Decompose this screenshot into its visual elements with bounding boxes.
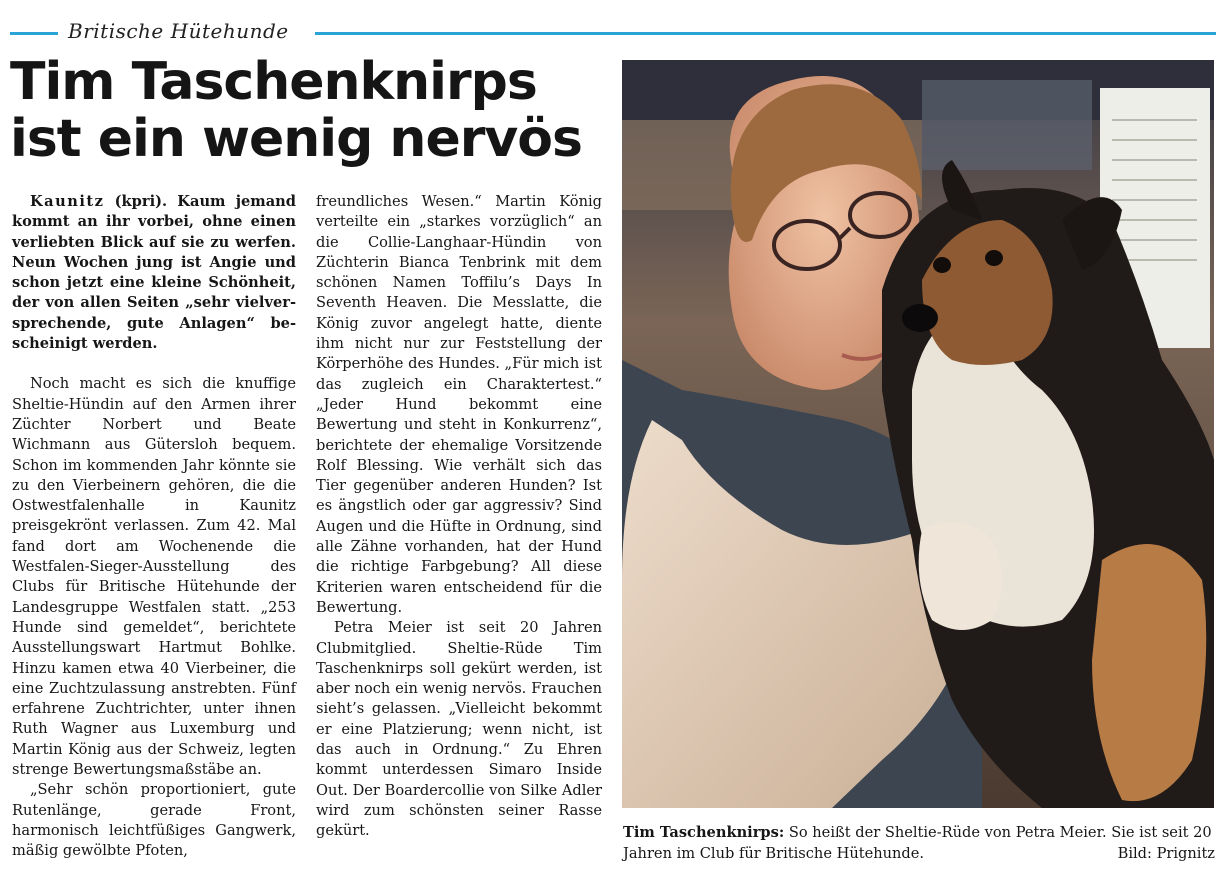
column-1-paragraph-1: Noch macht es sich die knuffige Sheltie-Hündin auf den Armen ihrer Züchter Norbert und Beate Wichmann aus Gütersloh bequem. Schon im kommenden Jahr könnte sie zu den Vierbeinern gehören, die die Ostwestfalenhalle in Kaunitz preisgekrönt verlassen. Zum 42. Mal fand dort am Wochenende die Westfalen-Sieger-Ausstellung des Clubs für Britische Hütehunde der Landesgruppe Westfalen statt. „253 Hunde sind gemeldet“, berichtete Ausstellungswart Hartmut Bohlke. Hinzu kamen etwa 40 Vierbeiner, die eine Zuchtzulassung anstrebten. Fünf erfahrene Zuchtrichter, unter ihnen Ruth Wagner aus Luxemburg und Martin König aus der Schweiz, legten strenge Bewertungsmaßstäbe an. bbox=[12, 375, 296, 779]
photo-caption bbox=[623, 822, 1215, 864]
photo-credit: Bild: Prignitz bbox=[1117, 845, 1215, 862]
column-2-paragraph-1: freundliches Wesen.“ Martin König verteilte ein „starkes vorzüglich“ an die Collie-Langhaar-Hündin von Züchterin Bianca Tenbrink mit dem schönen Namen Toffilu’s Days In Seventh Heaven. Die Messlatte, die König zuvor angelegt hatte, diente ihm nicht nur zur Feststellung der Körperhöhe des Hundes. „Für mich ist das zugleich ein Charaktertest.“ „Jeder Hund bekommt eine Bewertung und steht in Konkurrenz“, berichtete der ehemalige Vorsitzende Rolf Blessing. Wie verhält sich das Tier gegenüber anderen Hunden? Ist es ängstlich oder gar aggressiv? Sind Augen und die Hüfte in Ordnung, sind alle Zähne vorhanden, hat der Hund die richtige Farbgebung? All diese Kriterien waren entscheidend für die Bewertung. bbox=[316, 193, 602, 616]
article-column-2 bbox=[316, 192, 602, 842]
caption-text: So heißt der Sheltie-Rüde von Petra Meier. Sie ist seit 20 Jahren im Club für Britische Hütehunde. bbox=[623, 824, 1212, 862]
section-rubric bbox=[10, 18, 1216, 48]
rubric-rule-left bbox=[10, 32, 58, 35]
photo-woman-with-sheltie bbox=[622, 60, 1214, 808]
headline-line-1: Tim Taschenknirps bbox=[10, 52, 537, 112]
article-lead bbox=[12, 192, 296, 354]
dateline: Kaunitz bbox=[30, 193, 105, 210]
rubric-label: Britische Hütehunde bbox=[68, 19, 289, 43]
article-column-1 bbox=[12, 192, 296, 862]
lead-text: (kpri). Kaum jemand kommt an ihr vorbei, ohne einen verliebten Blick auf sie zu werfen. Neun Wochen jung ist Angie und schon jetzt eine kleine Schönheit, der von allen Seiten „sehr vielversprechende, gute Anlagen“ bescheinigt werden. bbox=[12, 193, 296, 353]
column-2-paragraph-2: Petra Meier ist seit 20 Jahren Clubmitglied. Sheltie-Rüde Tim Taschenknirps soll gekürt werden, ist aber noch ein wenig nervös. Frauchen sieht’s gelassen. „Vielleicht bekommt er eine Platzierung; wenn nicht, ist das auch in Ordnung.“ Zu Ehren kommt unterdessen Simaro Inside Out. Der Boardercollie von Silke Adler wird zum schönsten seiner Rasse gekürt. bbox=[316, 619, 602, 840]
headline bbox=[10, 54, 610, 168]
article-photo bbox=[622, 60, 1214, 808]
column-1-paragraph-2: „Sehr schön proportioniert, gute Rutenlänge, gerade Front, harmonisch leichtfüßiges Gangwerk, mäßig gewölbte Pfoten, bbox=[12, 781, 296, 860]
caption-lead: Tim Taschenknirps: bbox=[623, 824, 785, 841]
headline-line-2: ist ein wenig nervös bbox=[10, 109, 582, 169]
rubric-rule-right bbox=[315, 32, 1216, 35]
